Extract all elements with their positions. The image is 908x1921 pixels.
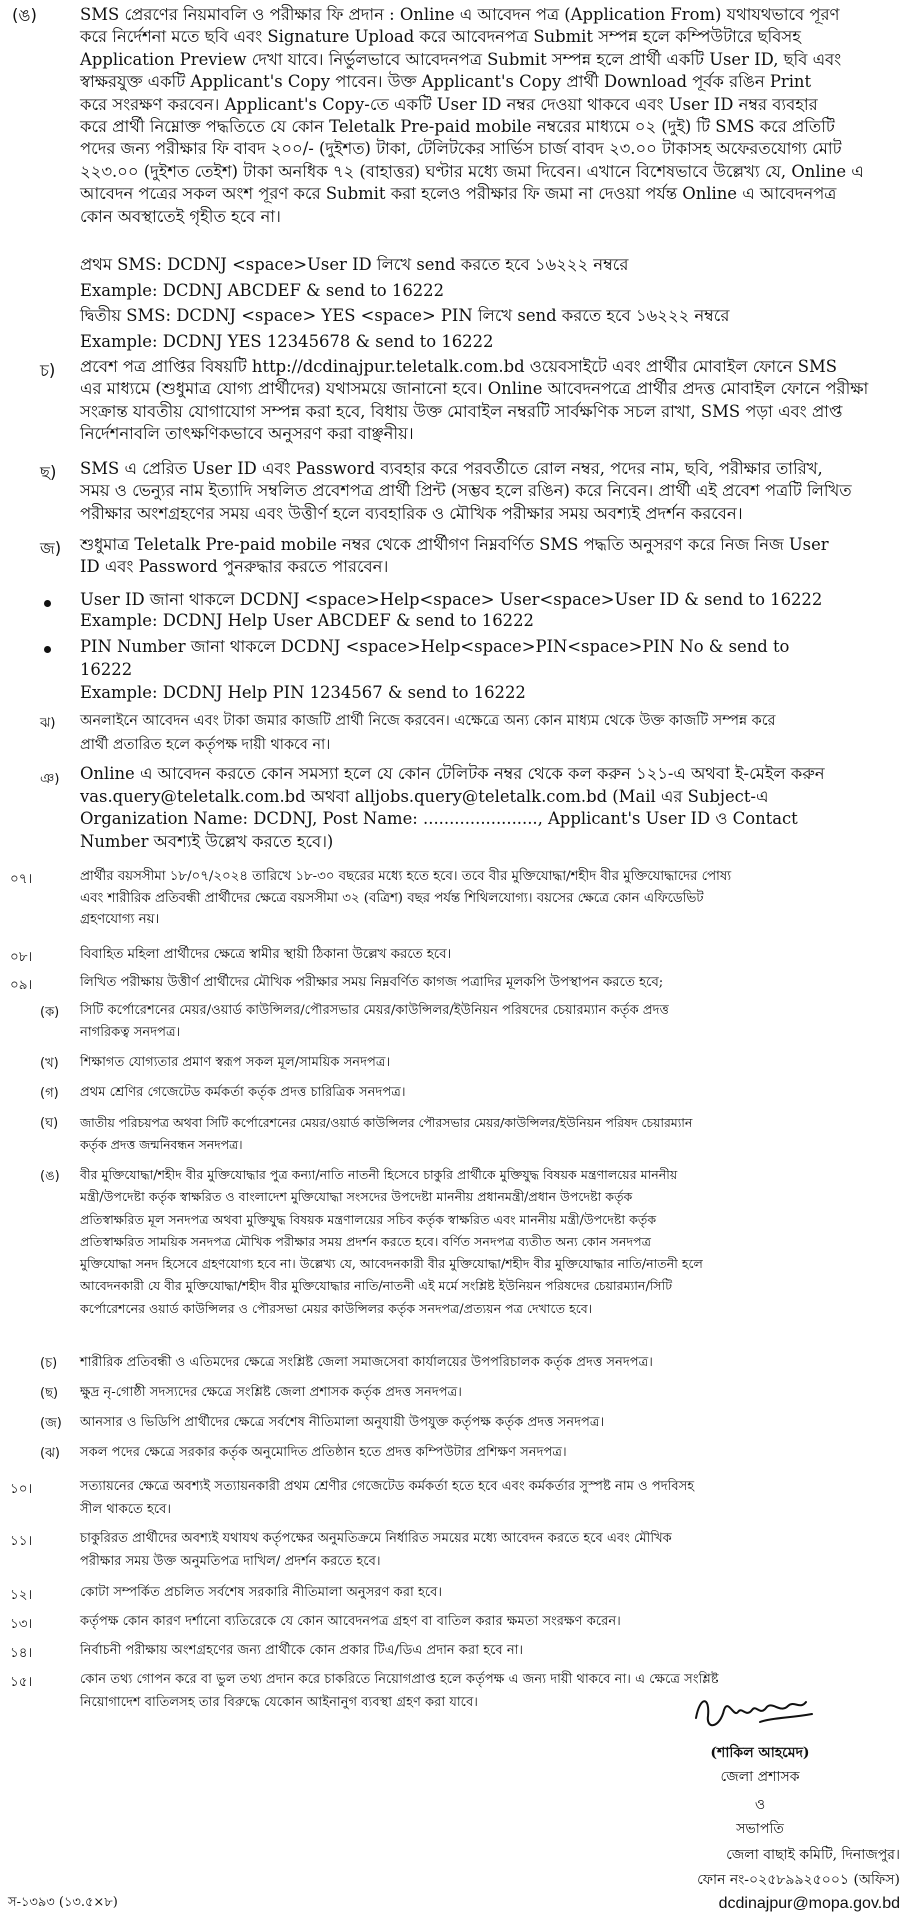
text-line: করে সংরক্ষণ করবেন। Applicant's Copy-তে একটি User ID নম্বর দেওয়া থাকবে এবং User ID নম্বর ব্যবহার: [80, 94, 818, 114]
text-line: শারীরিক প্রতিবন্ধী ও এতিমদের ক্ষেত্রে সংশ্লিষ্ট জেলা সমাজসেবা কার্যালয়ের উপপরিচালক কর্তৃক প্রদত্ত সনদপত্র।: [80, 1355, 653, 1370]
text-line: Example: DCDNJ Help User ABCDEF & send to 16222: [80, 611, 534, 630]
text-line: কর্তৃক প্রদত্ত জন্মনিবন্ধন সনদপত্র।: [80, 1137, 243, 1152]
sms-examples: [80, 252, 729, 354]
text-line: নির্বাচনী পরীক্ষায় অংশগ্রহণের জন্য প্রার্থীকে কোন প্রকার টিএ/ডিএ প্রদান করা হবে না।: [80, 1643, 524, 1658]
text-line: Application Preview দেখা যাবে। নির্ভুলভাবে আবেদনপত্র Submit সম্পন্ন হলে প্রার্থী একটি User ID, ছবি এবং: [80, 49, 842, 69]
text-line: মন্ত্রী/উপদেষ্টা কর্তৃক স্বাক্ষরিত ও বাংলাদেশ মুক্তিযোদ্ধা সংসদের উপদেষ্টা মাননীয় প্রধানমন্ত্রী/প্রধান উপদেষ্টা কর্তৃক: [80, 1189, 633, 1205]
text-line: আনসার ও ভিডিপি প্রার্থীদের ক্ষেত্রে সর্বশেষ নীতিমালা অনুযায়ী উপযুক্ত কর্তৃপক্ষ কর্তৃক প্রদত্ত সনদপত্র।: [80, 1415, 605, 1430]
signatory-name: (শাকিল আহমেদ): [710, 1745, 810, 1761]
text-line: ক্ষুদ্র নৃ-গোষ্ঠী সদস্যদের ক্ষেত্রে সংশ্লিষ্ট জেলা প্রশাসক কর্তৃক প্রদত্ত সনদপত্র।: [80, 1385, 462, 1400]
text-line: vas.query@teletalk.com.bd অথবা alljobs.query@teletalk.com.bd (Mail এর Subject-এ: [80, 786, 769, 806]
text-line: প্রতিস্বাক্ষরিত সাময়িক সনদপত্র মৌখিক পরীক্ষার সময় প্রদর্শন করতে হবে। বর্ণিত সনদপত্র ব্যতীত অন্য কোন সনদপত্র: [80, 1233, 651, 1249]
office-phone: ফোন নং-০২৫৮৯৯২৫০০১ (অফিস): [697, 1872, 900, 1888]
sub-mark: (ঝ): [40, 1446, 60, 1461]
text-line: স্বাক্ষরযুক্ত একটি Applicant's Copy পাবেন। উক্ত Applicant's Copy প্রার্থী Download পূর্বক রঙিন Print: [80, 72, 812, 92]
sub-mark: (ক): [40, 1005, 60, 1020]
text-line: শিক্ষাগত যোগ্যতার প্রমাণ স্বরূপ সকল মূল/সাময়িক সনদপত্র।: [80, 1055, 391, 1070]
committee-name: জেলা বাছাই কমিটি, দিনাজপুর।: [726, 1847, 900, 1863]
office-email: dcdinajpur@mopa.gov.bd: [718, 1895, 900, 1912]
text-line: কর্তৃপক্ষ কোন কারণ দর্শানো ব্যতিরেকে যে কোন আবেদনপত্র গ্রহণ বা বাতিল করার ক্ষমতা সংরক্ষণ করেন।: [80, 1614, 621, 1629]
admit-print-info: [80, 458, 852, 525]
text-line: বীর মুক্তিযোদ্ধা/শহীদ বীর মুক্তিযোদ্ধার পুত্র কন্যা/নাতি নাতনী হিসেবে চাকুরি প্রার্থীকে মুক্তিযুদ্ধ বিষয়ক মন্ত্রণালয়ের মাননীয়: [80, 1167, 678, 1182]
text-line: আবেদন পত্রের সকল অংশ পূরণ করে Submit করা হলেও পরীক্ষার ফি জমা না দেওয়া পর্যন্ত Online এ আবেদনপত্র: [80, 184, 837, 204]
text-line: গ্রহণযোগ্য নয়।: [80, 912, 160, 927]
sms-line: প্রথম SMS: DCDNJ <space>User ID লিখে send করতে হবে ১৬২২২ নম্বরে: [80, 255, 629, 274]
text-line: কোন অবস্থাতেই গৃহীত হবে না।: [80, 206, 281, 226]
text-line: নির্দেশনাবলি তাৎক্ষণিকভাবে অনুসরণ করা বাঞ্ছনীয়।: [80, 424, 414, 444]
text-line: 16222: [80, 660, 133, 679]
clause-number: ০৮।: [10, 949, 33, 965]
text-line: মুক্তিযোদ্ধা সনদ হিসেবে গ্রহণযোগ্য হবে না। উল্লেখ্য যে, আবেদনকারী বীর মুক্তিযোদ্ধা/শহীদ বীর মুক্তিযোদ্ধার নাতি/নাতনী হলে: [80, 1256, 703, 1272]
sms-line: দ্বিতীয় SMS: DCDNJ <space> YES <space> PIN লিখে send করতে হবে ১৬২২২ নম্বরে: [80, 306, 730, 325]
sub-mark: (ঘ): [40, 1116, 59, 1131]
text-line: SMS এ প্রেরিত User ID এবং Password ব্যবহার করে পরবর্তীতে রোল নম্বর, পদের নাম, ছবি, পরীক্ষার তারিখ,: [80, 459, 823, 478]
ta-da-clause: [80, 1640, 523, 1662]
sub-item-birth-cert: [80, 1112, 692, 1156]
text-line: Online এ আবেদন করতে কোন সমস্যা হলে যে কোন টেলিটক নম্বর থেকে কল করুন ১২১-এ অথবা ই-মেইল করুন: [80, 764, 825, 783]
text-line: সংক্রান্ত যাবতীয় যোগাযোগ সম্পন্ন করা হবে, বিধায় উক্ত মোবাইল নম্বরটি সার্বক্ষণিক সচল রাখা, SMS পড়া এবং প্রাপ্ত: [80, 401, 843, 421]
authority-clause: [80, 1611, 621, 1633]
password-recovery-info: [80, 534, 829, 579]
sms-example: Example: DCDNJ ABCDEF & send to 16222: [80, 280, 445, 300]
item-mark: ঝ): [40, 715, 56, 731]
sms-example: Example: DCDNJ YES 12345678 & send to 16222: [80, 331, 494, 351]
item-mark: ছ): [40, 463, 57, 482]
quota-clause: [80, 1582, 442, 1604]
item-mark: চ): [40, 361, 56, 380]
text-line: নাগরিকত্ব সনদপত্র।: [80, 1025, 181, 1040]
text-line: ২২৩.০০ (দুইশত তেইশ) টাকা অনধিক ৭২ (বাহাত্তর) ঘণ্টার মধ্যে জমা দিবেন। এখানে বিশেষভাবে উল্লেখ্য যে, Online এ: [80, 161, 864, 181]
sub-mark: (গ): [40, 1086, 59, 1101]
sub-mark: (চ): [40, 1356, 58, 1371]
married-women-clause: [80, 944, 451, 966]
item-mark: (ঙ): [12, 6, 37, 25]
sub-mark: (জ): [40, 1416, 62, 1431]
bullet-user-id: [80, 589, 822, 631]
text-line: পরীক্ষার অংশগ্রহণের সময় এবং উত্তীর্ণ হলে ব্যবহারিক ও মৌখিক পরীক্ষার সময় অবশ্যই প্রদর্শন করবেন।: [80, 503, 743, 523]
bullet-dot: [44, 646, 51, 653]
sub-item-disabled: [80, 1352, 653, 1374]
text-line: কর্পোরেশনের ওয়ার্ড কাউন্সিলর ও পৌরসভা মেয়র কাউন্সিলর কর্তৃক সনদপত্র/প্রত্যয়ন পত্র দেখাতে হবে।: [80, 1300, 593, 1316]
text-line: Number অবশ্যই উল্লেখ করতে হবে।): [80, 831, 334, 851]
false-info-clause: [80, 1669, 719, 1714]
self-application-note: [80, 710, 775, 757]
text-line: জাতীয় পরিচয়পত্র অথবা সিটি কর্পোরেশনের মেয়র/ওয়ার্ড কাউন্সিলর পৌরসভার মেয়র/কাউন্সিলর/ইউনিয়ন পরিষদ চেয়ারম্যান: [80, 1115, 693, 1130]
text-line: প্রার্থী প্রতারিত হলে কর্তৃপক্ষ দায়ী থাকবে না।: [80, 736, 331, 753]
text-line: করে নির্দেশনা মতে ছবি এবং Signature Upload করে আবেদনপত্র Submit সম্পন্ন হলে কম্পিউটারে ছবিসহ: [80, 27, 801, 47]
signatory-title: সভাপতি: [736, 1821, 784, 1837]
item-mark: জ): [40, 539, 62, 558]
text-line: PIN Number জানা থাকলে DCDNJ <space>Help<space>PIN<space>PIN No & send to: [80, 637, 790, 656]
text-line: পদের জন্য পরীক্ষার ফি বাবদ ২০০/- (দুইশত) টাকা, টেলিটকের সার্ভিস চার্জ বাবদ ২৩.০০ টাকাসহ অফেরতযোগ্য মোট: [80, 139, 842, 159]
sub-item-computer: [80, 1442, 567, 1464]
employed-clause: [80, 1528, 672, 1573]
text-line: চাকুরিরত প্রার্থীদের অবশ্যই যথাযথ কর্তৃপক্ষের অনুমতিক্রমে নির্ধারিত সময়ের মধ্যে আবেদন করতে হবে এবং মৌখিক: [80, 1531, 672, 1546]
text-line: বিবাহিত মহিলা প্রার্থীদের ক্ষেত্রে স্বামীর স্থায়ী ঠিকানা উল্লেখ করতে হবে।: [80, 947, 452, 962]
clause-number: ০৯।: [10, 977, 33, 993]
clause-number: ১৫।: [10, 1674, 33, 1690]
text-line: সময় ও ভেন্যুর নাম ইত্যাদি সম্বলিত প্রবেশপত্র প্রার্থী প্রিন্ট (সম্ভব হলে রঙিন) করে নিবেন। প্রার্থী এই প্রবেশ পত্রটি লিখিত: [80, 481, 852, 501]
clause-number: ১২।: [10, 1587, 33, 1603]
text-line: আবেদনকারী যে বীর মুক্তিযোদ্ধা/শহীদ বীর মুক্তিযোদ্ধার নাতি/নাতনী এই মর্মে সংশ্লিষ্ট ইউনিয়ন পরিষদের চেয়ারম্যান/সিটি: [80, 1278, 673, 1294]
viva-documents-clause: [80, 972, 663, 994]
text-line: পরীক্ষার সময় উক্ত অনুমতিপত্র দাখিল/ প্রদর্শন করতে হবে।: [80, 1553, 381, 1569]
text-line: অনলাইনে আবেদন এবং টাকা জমার কাজটি প্রার্থী নিজে করবেন। এক্ষেত্রে অন্য কোন মাধ্যম থেকে উক্ত কাজটি সম্পন্ন করে: [80, 713, 776, 729]
text-line: SMS প্রেরণের নিয়মাবলি ও পরীক্ষার ফি প্রদান : Online এ আবেদন পত্র (Application From) যথাযথভাবে পূরণ: [80, 5, 840, 24]
text-line: প্রবেশ পত্র প্রাপ্তির বিষয়টি http://dcdinajpur.teletalk.com.bd ওয়েবসাইটে এবং প্রার্থীর মোবাইল ফোনে SMS: [80, 357, 837, 376]
clause-number: ১৩।: [10, 1616, 33, 1632]
text-line: Example: DCDNJ Help PIN 1234567 & send to 16222: [80, 683, 526, 702]
helpline-info: [80, 763, 825, 853]
attestation-clause: [80, 1476, 694, 1521]
footer-code: স-১৩৯৩ (১৩.৫×৮): [8, 1895, 118, 1910]
text-line: কোন তথ্য গোপন করে বা ভুল তথ্য প্রদান করে চাকরিতে নিয়োগপ্রাপ্ত হলে কর্তৃপক্ষ এ জন্য দায়ী থাকবে না। এ ক্ষেত্রে সংশ্লিষ্ট: [80, 1672, 719, 1687]
sub-mark: (খ): [40, 1056, 59, 1071]
bullet-pin: [80, 635, 789, 704]
text-line: প্রতিস্বাক্ষরিত মূল সনদপত্র অথবা মুক্তিযুদ্ধ বিষয়ক মন্ত্রণালয়ের সচিব কর্তৃক স্বাক্ষরিত এবং মাননীয় মন্ত্রী/উপদেষ্টা কর্তৃক: [80, 1211, 657, 1227]
text-line: ID এবং Password পুনরুদ্ধার করতে পারবেন।: [80, 557, 389, 577]
text-line: Organization Name: DCDNJ, Post Name: ......................, Applicant's User ID ও Contact: [80, 809, 798, 828]
clause-number: ১১।: [10, 1533, 33, 1549]
sub-mark: (ঙ): [40, 1169, 60, 1184]
bullet-dot: [44, 600, 51, 607]
sub-item-freedom-fighter: [80, 1164, 703, 1320]
text-line: এবং শারীরিক প্রতিবন্ধী প্রার্থীদের ক্ষেত্রে বয়সসীমা ৩২ (বত্রিশ) বছর পর্যন্ত শিথিলযোগ্য। বয়সের ক্ষেত্রে কোন এফিডেভিট: [80, 890, 704, 906]
text-line: সিটি কর্পোরেশনের মেয়র/ওয়ার্ড কাউন্সিলর/পৌরসভার মেয়র/কাউন্সিলর/ইউনিয়ন পরিষদের চেয়ারম্যান কর্তৃক প্রদত্ত: [80, 1003, 669, 1018]
text-line: করে প্রার্থী নিম্নোক্ত পদ্ধতিতে যে কোন Teletalk Pre-paid mobile নম্বরের মাধ্যমে ০২ (দুই) টি SMS করে প্রতিটি: [80, 117, 835, 137]
text-line: এর মাধ্যমে (শুধুমাত্র যোগ্য প্রার্থীদের) যথাসময়ে জানানো হবে। Online আবেদনপত্রে প্রার্থীর প্রদত্ত মোবাইল ফোনে পরীক্ষা: [80, 379, 869, 399]
text-line: User ID জানা থাকলে DCDNJ <space>Help<space> User<space>User ID & send to 16222: [80, 590, 823, 609]
sub-item-citizenship: [80, 1000, 669, 1044]
admit-card-info: [80, 356, 868, 446]
signatory-conjunction: ও: [754, 1797, 766, 1813]
item-mark: ঞ): [40, 771, 60, 787]
handwritten-signature: [690, 1688, 820, 1736]
sub-item-education: [80, 1052, 390, 1074]
sub-item-ethnic: [80, 1382, 462, 1404]
signatory-role: জেলা প্রশাসক: [720, 1769, 800, 1785]
text-line: শুধুমাত্র Teletalk Pre-paid mobile নম্বর থেকে প্রার্থীগণ নিম্নবর্ণিত SMS পদ্ধতি অনুসরণ করে নিজ নিজ User: [80, 535, 829, 554]
text-line: কোটা সম্পর্কিত প্রচলিত সর্বশেষ সরকারি নীতিমালা অনুসরণ করা হবে।: [80, 1585, 443, 1600]
text-line: নিয়োগাদেশ বাতিলসহ তার বিরুদ্ধে যেকোন আইনানুগ ব্যবস্থা গ্রহণ করা যাবে।: [80, 1694, 478, 1710]
clause-number: ১৪।: [10, 1645, 33, 1661]
clause-number: ০৭।: [10, 871, 33, 887]
text-line: প্রার্থীর বয়সসীমা ১৮/০৭/২০২৪ তারিখে ১৮-৩০ বছরের মধ্যে হতে হবে। তবে বীর মুক্তিযোদ্ধা/শহীদ বীর মুক্তিযোদ্ধাদের পোষ্য: [80, 869, 732, 884]
clause-number: ১০।: [10, 1481, 33, 1497]
sub-mark: (ছ): [40, 1386, 59, 1401]
sub-item-character: [80, 1082, 406, 1104]
text-line: লিখিত পরীক্ষায় উত্তীর্ণ প্রার্থীদের মৌখিক পরীক্ষার সময় নিম্নবর্ণিত কাগজ পত্রাদির মূলকপি উপস্থাপন করতে হবে;: [80, 975, 664, 990]
sub-item-ansar: [80, 1412, 604, 1434]
age-limit-clause: [80, 866, 731, 931]
text-line: সকল পদের ক্ষেত্রে সরকার কর্তৃক অনুমোদিত প্রতিষ্ঠান হতে প্রদত্ত কম্পিউটার প্রশিক্ষণ সনদপত্র।: [80, 1445, 567, 1460]
text-line: সীল থাকতে হবে।: [80, 1501, 172, 1517]
text-line: প্রথম শ্রেণির গেজেটেড কর্মকর্তা কর্তৃক প্রদত্ত চারিত্রিক সনদপত্র।: [80, 1085, 406, 1100]
item-body: [80, 4, 864, 228]
text-line: সত্যায়নের ক্ষেত্রে অবশ্যই সত্যায়নকারী প্রথম শ্রেণীর গেজেটেড কর্মকর্তা হতে হবে এবং কর্মকর্তার সুস্পষ্ট নাম ও পদবিসহ: [80, 1479, 695, 1494]
